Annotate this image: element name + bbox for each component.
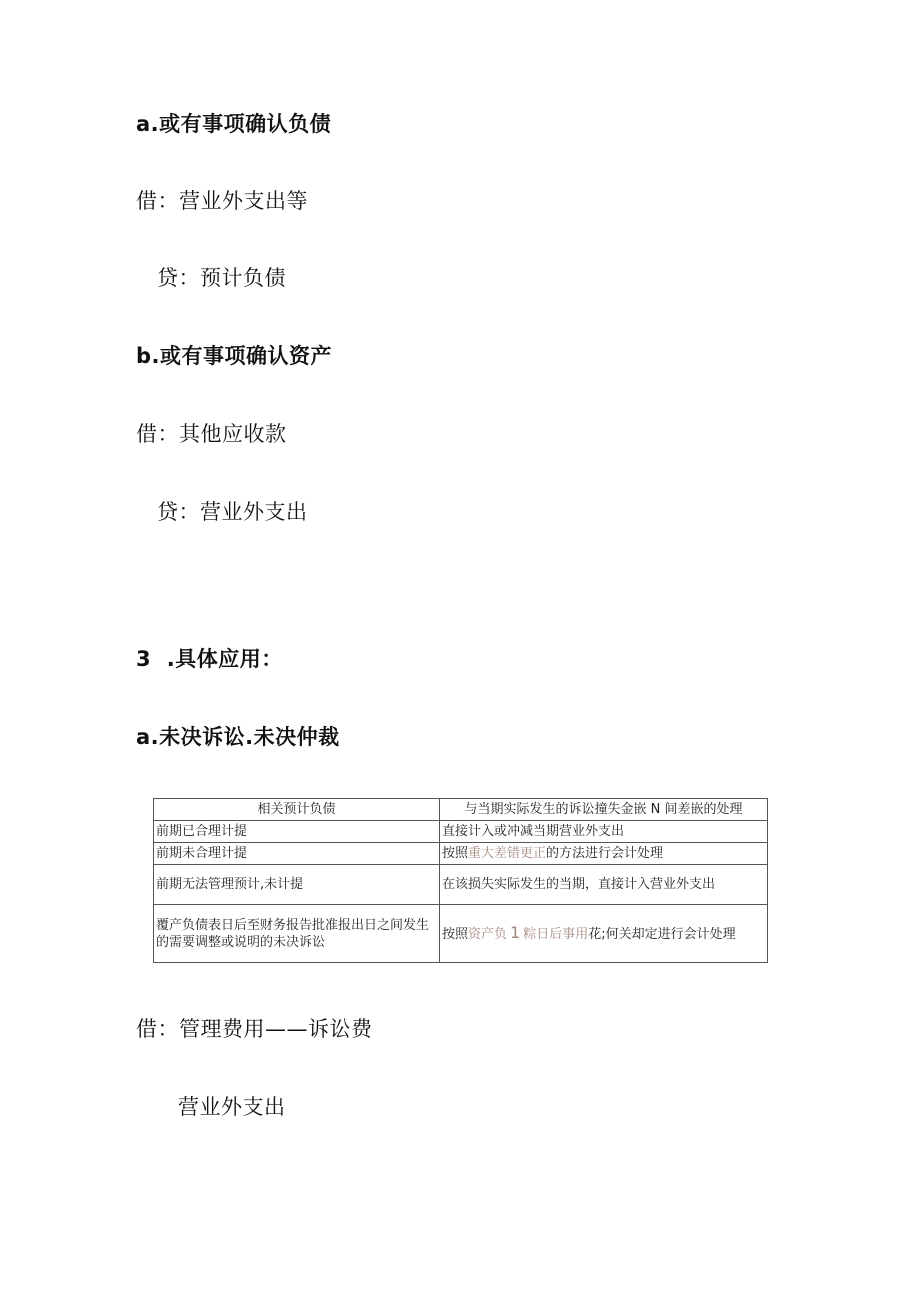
table-header-row: [154, 799, 768, 821]
cell-text: 按照: [442, 927, 469, 942]
cell-text: 的方法进行会计处理: [546, 846, 664, 861]
table-cell: [440, 905, 768, 963]
highlighted-number: 1: [510, 923, 521, 942]
section-3-heading: 3 .具体应用：: [136, 647, 283, 671]
highlighted-term: 粽日后事用: [523, 927, 589, 942]
section-a-debit: 借：营业外支出等: [136, 189, 308, 213]
section-3-subheading: a.未决诉讼.未决仲裁: [136, 725, 340, 749]
section-a-credit: 贷：预计负债: [157, 266, 286, 290]
table-row: [154, 821, 768, 843]
entry-debit: 借：管理费用——诉讼费: [136, 1017, 373, 1041]
table-row: [154, 865, 768, 905]
pending-litigation-table: [153, 798, 767, 963]
highlighted-term: 重大差错更正: [468, 846, 547, 861]
table-cell: [440, 843, 768, 865]
table: [153, 798, 768, 963]
table-cell: 前期未合理计提: [154, 843, 440, 865]
cell-text: 按照: [442, 846, 469, 861]
table-header-cell: 相关预计负债: [154, 799, 440, 821]
section-b-credit: 贷：营业外支出: [157, 500, 308, 524]
table-cell: 覆产负债表日后至财务报告批准报出日之间发生的需要调整或说明的未决诉讼: [154, 905, 440, 963]
table-cell: 在该损失实际发生的当期，直接计入营业外支出: [440, 865, 768, 905]
entry-second: 营业外支出: [178, 1095, 286, 1119]
table-row: [154, 843, 768, 865]
highlighted-term: 资产负: [468, 927, 508, 942]
section-a-heading: a.或有事项确认负债: [136, 112, 332, 136]
section-b-debit: 借：其他应收款: [136, 422, 287, 446]
table-row: [154, 905, 768, 963]
table-cell: 前期已合理计提: [154, 821, 440, 843]
section-b-heading: b.或有事项确认资产: [136, 344, 333, 368]
table-cell: 直接计入或冲减当期营业外支出: [440, 821, 768, 843]
table-header-cell: 与当期实际发生的诉讼撞失金嵌 N 间差嵌的处理: [440, 799, 768, 821]
cell-text: 花;何关却定进行会计处理: [588, 927, 736, 942]
table-cell: 前期无法管理预计,未计提: [154, 865, 440, 905]
